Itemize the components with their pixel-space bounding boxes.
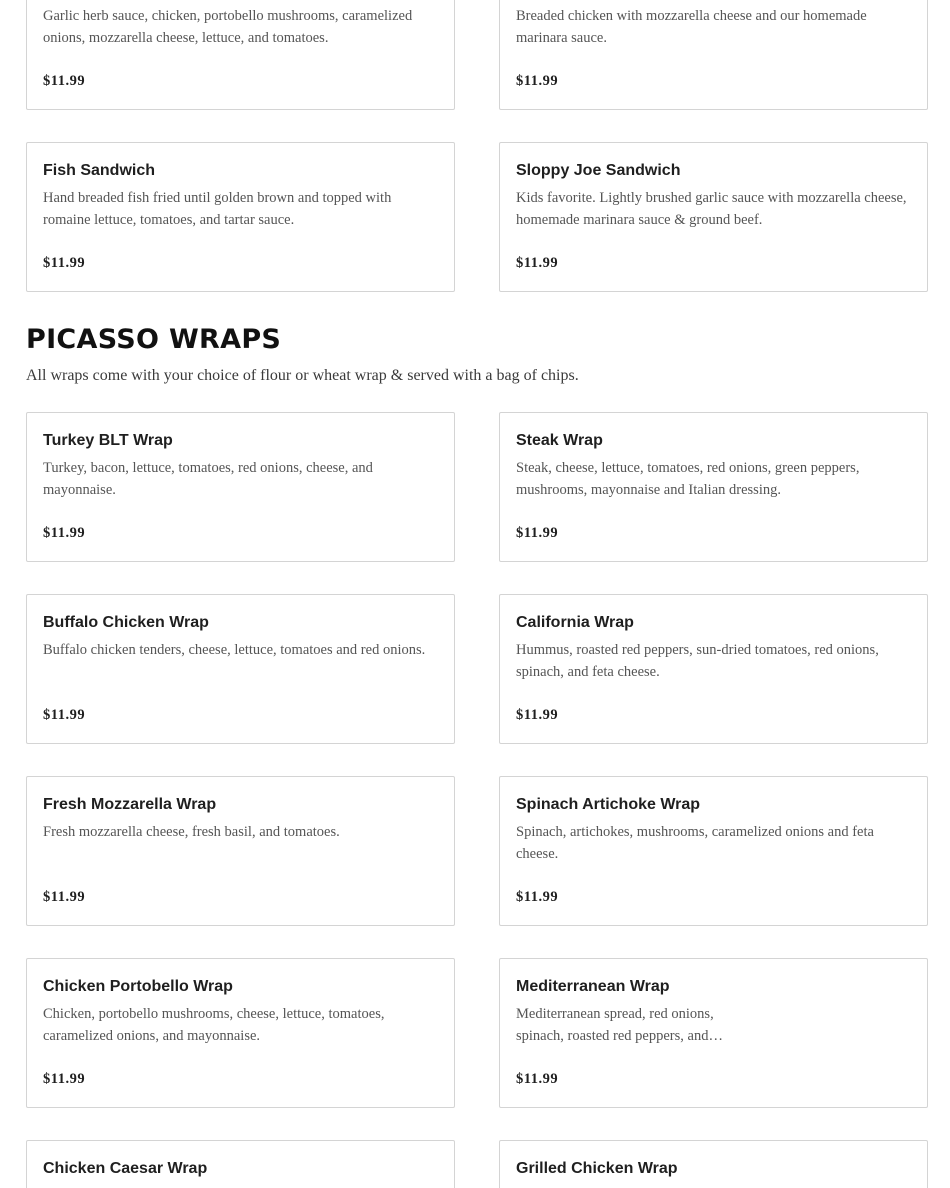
- menu-item-card-fish-sandwich[interactable]: [26, 142, 455, 292]
- menu-item-card-spinach-artichoke-wrap[interactable]: [499, 776, 928, 926]
- menu-item-description: Breaded chicken with mozzarella cheese and our homemade marinara sauce.: [516, 8, 867, 46]
- menu-item-card-mediterranean-wrap[interactable]: [499, 958, 928, 1108]
- menu-item-name: Grilled Chicken Wrap: [516, 1160, 678, 1177]
- menu-item-card-turkey-blt-wrap[interactable]: [26, 412, 455, 562]
- menu-item-card-steak-wrap[interactable]: [499, 412, 928, 562]
- menu-item-price: $11.99: [516, 889, 559, 905]
- menu-item-price: $11.99: [516, 707, 559, 723]
- menu-item-name: California Wrap: [516, 614, 634, 631]
- menu-item-price: $11.99: [43, 889, 86, 905]
- menu-item-price: $11.99: [516, 525, 559, 541]
- menu-item-description: Hand breaded fish fried until golden brown and topped with romaine lettuce, tomatoes, and tartar sauce.: [43, 190, 392, 228]
- menu-item-price: $11.99: [43, 707, 86, 723]
- menu-item-price: $11.99: [516, 73, 559, 89]
- menu-item-name: Fish Sandwich: [43, 162, 156, 179]
- menu-item-description: Kids favorite. Lightly brushed garlic sauce with mozzarella cheese, homemade marinara sauce & ground beef.: [516, 190, 907, 228]
- menu-item-description: Fresh mozzarella cheese, fresh basil, and tomatoes.: [43, 824, 340, 840]
- menu-item-description: Spinach, artichokes, mushrooms, caramelized onions and feta cheese.: [516, 824, 874, 862]
- menu-item-card-chicken-caesar-wrap[interactable]: [26, 1140, 455, 1188]
- menu-item-price: $11.99: [43, 255, 86, 271]
- menu-item-description: Buffalo chicken tenders, cheese, lettuce, tomatoes and red onions.: [43, 642, 426, 658]
- menu-item-name: Chicken Portobello Wrap: [43, 978, 233, 995]
- section-title: PICASSO WRAPS: [26, 324, 282, 355]
- menu-item-description: Steak, cheese, lettuce, tomatoes, red onions, green peppers, mushrooms, mayonnaise and Italian dressing.: [516, 460, 860, 498]
- menu-item-name: Spinach Artichoke Wrap: [516, 796, 701, 813]
- menu-item-price: $11.99: [43, 525, 86, 541]
- menu-item-name: Chicken Caesar Wrap: [43, 1160, 208, 1177]
- menu-item-name: Sloppy Joe Sandwich: [516, 162, 681, 179]
- menu-item-description: Turkey, bacon, lettuce, tomatoes, red onions, cheese, and mayonnaise.: [43, 460, 373, 498]
- menu-item-price: $11.99: [43, 1071, 86, 1087]
- menu-item-card-chicken-portobello-wrap[interactable]: [26, 958, 455, 1108]
- menu-item-name: Fresh Mozzarella Wrap: [43, 796, 217, 813]
- menu-item-name: Steak Wrap: [516, 432, 603, 449]
- menu-item-name: Buffalo Chicken Wrap: [43, 614, 209, 631]
- menu-item-description: Mediterranean spread, red onions, spinach, roasted red peppers, and…: [516, 1006, 723, 1044]
- menu-item-card-grilled-chicken-wrap[interactable]: [499, 1140, 928, 1188]
- menu-item-description: Garlic herb sauce, chicken, portobello mushrooms, caramelized onions, mozzarella cheese, lettuce, and tomatoes.: [43, 8, 413, 46]
- menu-item-card-buffalo-chicken-wrap[interactable]: [26, 594, 455, 744]
- menu-item-card-sloppy-joe-sandwich[interactable]: [499, 142, 928, 292]
- section-subtitle: All wraps come with your choice of flour or wheat wrap & served with a bag of chips.: [26, 367, 579, 384]
- menu-item-description: Chicken, portobello mushrooms, cheese, lettuce, tomatoes, caramelized onions, and mayonnaise.: [43, 1006, 385, 1044]
- menu-item-description: Hummus, roasted red peppers, sun-dried tomatoes, red onions, spinach, and feta cheese.: [516, 642, 879, 680]
- menu-item-price: $11.99: [43, 73, 86, 89]
- menu-item-card[interactable]: [26, 0, 455, 110]
- menu-item-price: $11.99: [516, 1071, 559, 1087]
- menu-item-price: $11.99: [516, 255, 559, 271]
- menu-item-card-fresh-mozzarella-wrap[interactable]: [26, 776, 455, 926]
- menu-item-card-california-wrap[interactable]: [499, 594, 928, 744]
- menu-item-card[interactable]: [499, 0, 928, 110]
- menu-item-name: Mediterranean Wrap: [516, 978, 670, 995]
- menu-item-name: Turkey BLT Wrap: [43, 432, 173, 449]
